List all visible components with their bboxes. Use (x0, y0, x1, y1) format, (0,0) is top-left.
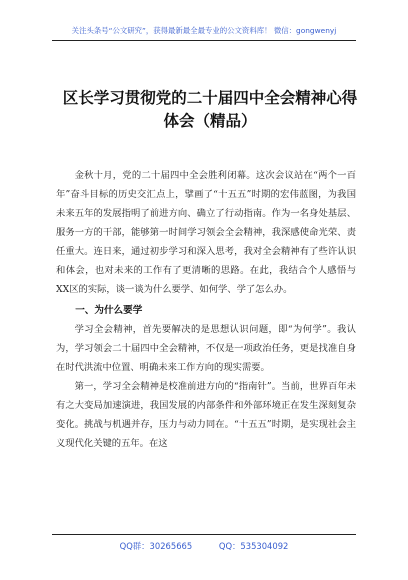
header-divider (52, 40, 356, 41)
footer-qq: QQ：535304092 (218, 541, 289, 551)
intro-paragraph: 金秋十月，党的二十届四中全会胜利闭幕。这次会议站在“两个一百年”奋斗目标的历史交汇点上，擘画了“十五五”时期的宏伟蓝图，为我国未来五年的发展指明了前进方向、确立了行动指南。作为一名身处基层、服务一方的干部，能够第一时间学习领会全会精神，我深感使命光荣、责任重大。连日来，通过初步学习和深入思考，我对全会精神有了些许认识和体会，也对未来的工作有了更清晰的思路。在此，我结合个人感悟与XX区的实际，谈一谈为什么要学、如何学、学了怎么办。 (56, 170, 356, 295)
footer (0, 540, 408, 552)
document-title: 区长学习贯彻党的二十届四中全会精神心得体会（精品） (62, 88, 358, 130)
footer-divider (52, 534, 356, 535)
document-body (56, 166, 356, 453)
header-banner: 关注头条号“公文研究”，获得最新最全最专业的公文资料库！ 微信：gongwenyj (71, 26, 337, 35)
body-paragraph: 学习全会精神，首先要解决的是思想认识问题，即“为何学”。我认为，学习领会二十届四中全会精神，不仅是一项政治任务，更是找准自身在时代洪流中位置、明确未来工作方向的现实需要。 (56, 324, 356, 373)
section-heading: 一、为什么要学 (75, 305, 143, 316)
body-paragraph: 第一，学习全会精神是校准前进方向的“指南针”。当前，世界百年未有之大变局加速演进，我国发展的内部条件和外部环境正在发生深刻复杂变化。挑战与机遇并存，压力与动力同在。“十五五”时期，是实现社会主义现代化关键的五年。在这 (56, 381, 356, 449)
footer-qq-group: QQ群：30265665 (119, 541, 193, 551)
